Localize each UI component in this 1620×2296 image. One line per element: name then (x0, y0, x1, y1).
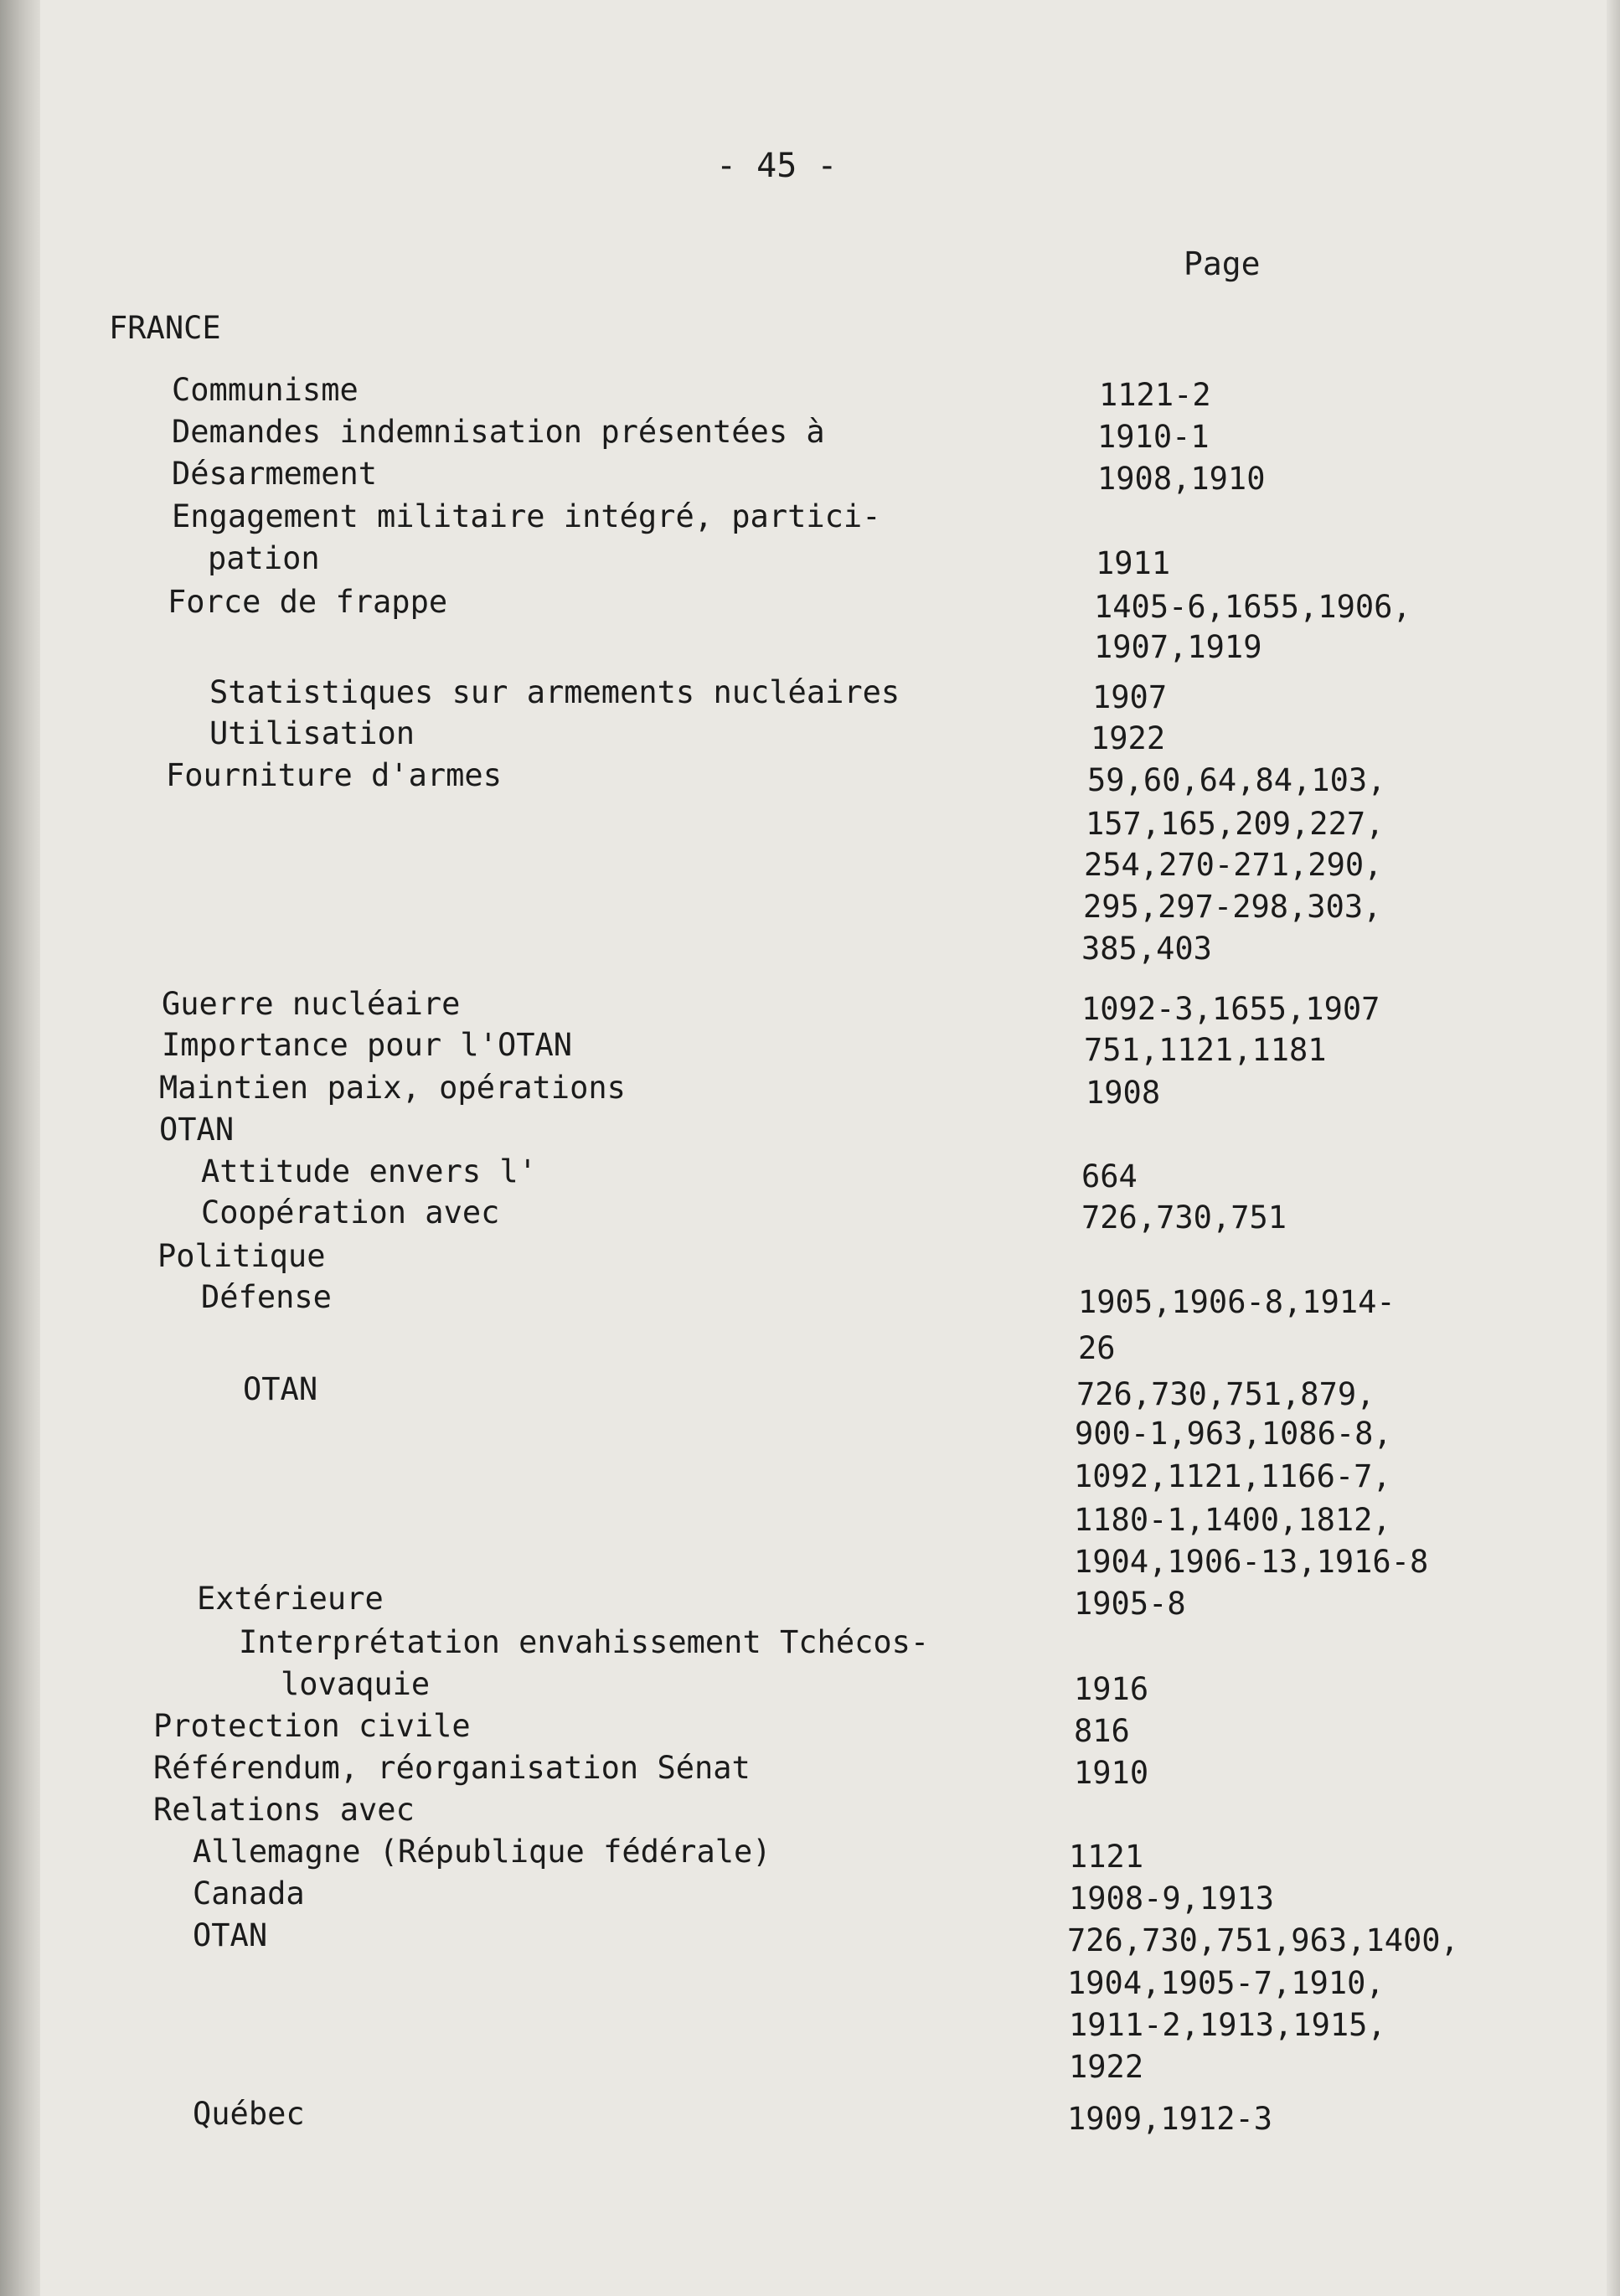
index-term: Coopération avec (201, 1194, 500, 1231)
index-term: Extérieure (197, 1581, 384, 1617)
index-term: Relations avec (153, 1792, 415, 1828)
index-term: Fourniture d'armes (166, 757, 502, 793)
index-term: Force de frappe (168, 584, 448, 620)
index-term: Guerre nucléaire (162, 986, 461, 1022)
page-references: 726,730,751 (1081, 1200, 1287, 1236)
page-references: 1922 (1069, 2049, 1144, 2085)
index-term: lovaquie (281, 1666, 431, 1702)
page-edge (1607, 0, 1620, 2296)
page-binding (0, 0, 40, 2296)
index-term: Maintien paix, opérations (159, 1070, 626, 1106)
page-references: 816 (1074, 1713, 1130, 1749)
index-term: Utilisation (209, 715, 415, 751)
index-term: pation (208, 540, 320, 576)
index-term: Interprétation envahissement Tchécos- (239, 1624, 930, 1660)
page-references: 900-1,963,1086-8, (1075, 1416, 1392, 1452)
page-references: 1121 (1069, 1839, 1144, 1875)
page-references: 751,1121,1181 (1084, 1032, 1327, 1068)
index-term: Communisme (172, 372, 359, 408)
index-heading: FRANCE (109, 310, 221, 346)
index-term: OTAN (243, 1371, 318, 1407)
index-term: Désarmement (172, 456, 378, 492)
index-term: Attitude envers l' (201, 1153, 537, 1189)
page-references: 254,270-271,290, (1084, 847, 1383, 883)
page-references: 664 (1081, 1158, 1138, 1194)
page-references: 726,730,751,879, (1076, 1376, 1375, 1412)
page-references: 1907,1919 (1094, 629, 1262, 665)
page-references: 1908,1910 (1097, 461, 1266, 497)
index-term: Importance pour l'OTAN (162, 1027, 573, 1063)
page-references: 1907 (1092, 679, 1168, 715)
page-references: 295,297-298,303, (1083, 889, 1382, 925)
index-term: Référendum, réorganisation Sénat (153, 1750, 751, 1786)
page-references: 59,60,64,84,103, (1087, 762, 1386, 798)
page-references: 1405-6,1655,1906, (1094, 589, 1411, 625)
page-references: 726,730,751,963,1400, (1067, 1922, 1459, 1958)
page-references: 1904,1905-7,1910, (1067, 1965, 1385, 2001)
index-term: Demandes indemnisation présentées à (172, 414, 825, 450)
index-term: Engagement militaire intégré, partici- (172, 498, 881, 534)
index-term: Politique (157, 1238, 326, 1274)
index-term: Statistiques sur armements nucléaires (209, 674, 900, 710)
index-term: OTAN (193, 1917, 268, 1953)
page-references: 1909,1912-3 (1067, 2101, 1273, 2137)
page-references: 26 (1078, 1330, 1116, 1366)
page-references: 1180-1,1400,1812, (1074, 1502, 1391, 1538)
page-references: 157,165,209,227, (1086, 806, 1385, 842)
page-references: 1911-2,1913,1915, (1069, 2007, 1386, 2043)
page-references: 1908-9,1913 (1069, 1881, 1275, 1917)
page-number: - 45 - (716, 147, 838, 185)
page-references: 1121-2 (1099, 377, 1211, 413)
page-references: 1092,1121,1166-7, (1074, 1458, 1391, 1494)
index-term: Canada (193, 1875, 305, 1912)
page-references: 1916 (1074, 1671, 1149, 1707)
page-references: 385,403 (1081, 931, 1212, 967)
page-references: 1908 (1086, 1075, 1161, 1111)
page-references: 1910-1 (1097, 419, 1210, 455)
page-references: 1904,1906-13,1916-8 (1074, 1544, 1429, 1580)
page-references: 1092-3,1655,1907 (1081, 991, 1380, 1027)
index-term: Québec (193, 2096, 305, 2132)
page-references: 1911 (1096, 545, 1171, 581)
index-term: OTAN (159, 1112, 235, 1148)
page-column-header: Page (1184, 245, 1261, 282)
page-references: 1905-8 (1074, 1586, 1186, 1622)
page-references: 1910 (1074, 1755, 1149, 1791)
index-term: Allemagne (République fédérale) (193, 1834, 771, 1870)
page-references: 1905,1906-8,1914- (1078, 1284, 1396, 1320)
index-term: Défense (201, 1279, 332, 1315)
index-term: Protection civile (153, 1708, 471, 1744)
page-references: 1922 (1091, 720, 1166, 756)
